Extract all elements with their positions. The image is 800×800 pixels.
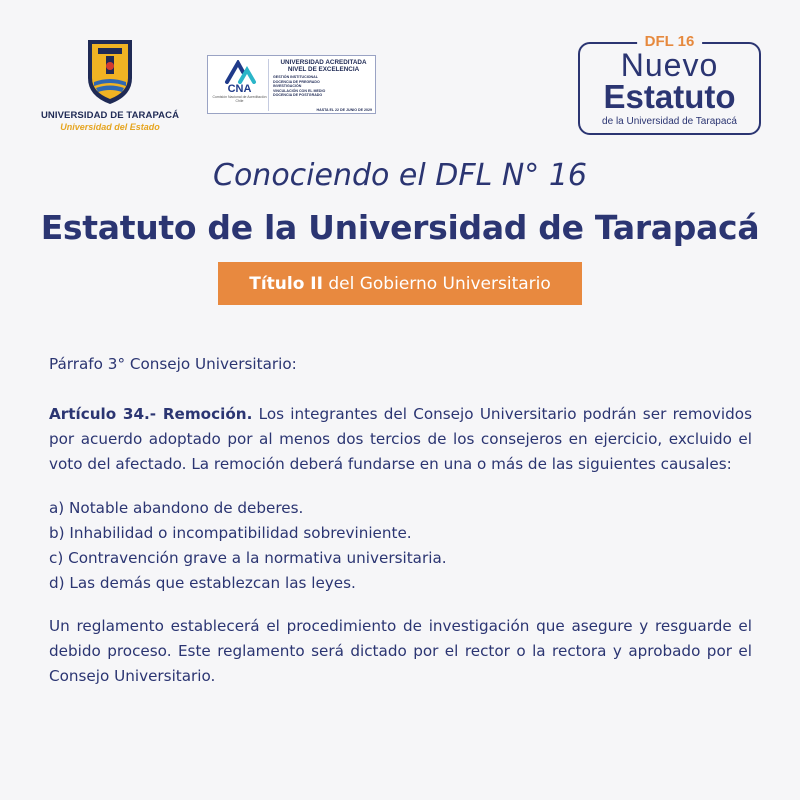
article-title: Artículo 34.- Remoción.	[49, 405, 253, 423]
cna-area-item: DOCENCIA DE POSTGRADO	[273, 93, 323, 98]
cna-area-item: INVESTIGACIÓN	[273, 84, 302, 89]
cna-agency: Comisión Nacional de Acreditación Chile	[212, 95, 267, 103]
list-item: c) Contravención grave a la normativa universitaria.	[49, 549, 447, 567]
cna-accreditation-seal	[207, 55, 376, 114]
cna-area-item: DOCENCIA DE PREGRADO	[273, 79, 320, 84]
cna-area-item: VINCULACIÓN CON EL MEDIO	[273, 88, 326, 93]
university-name: UNIVERSIDAD DE TARAPACÁ	[40, 110, 180, 121]
badge-subtitle: de la Universidad de Tarapacá	[602, 116, 737, 127]
university-logo	[40, 38, 180, 132]
section-title-rest: del Gobierno Universitario	[322, 273, 551, 294]
list-item: d) Las demás que establezcan las leyes.	[49, 574, 356, 592]
list-item: b) Inhabilidad o incompatibilidad sobreviniente.	[49, 524, 412, 542]
page-kicker: Conociendo el DFL N° 16	[213, 158, 587, 193]
cna-areas-list	[273, 75, 374, 98]
university-shield-icon	[84, 38, 136, 106]
cna-heading-2: NIVEL DE EXCELENCIA	[287, 66, 360, 73]
section-title-bold: Título II	[249, 273, 323, 294]
article-34	[49, 402, 752, 477]
cna-acronym: CNA	[227, 83, 252, 95]
closing-paragraph: Un reglamento establecerá el procedimiento de investigación que asegure y resguarde el debido proceso. Este reglamento será dictado por el rector o la rectora y aprobado por el Consejo Universitario.	[49, 617, 752, 685]
university-subtitle: Universidad del Estado	[60, 122, 160, 132]
cna-area-item: GESTIÓN INSTITUCIONAL	[273, 75, 318, 79]
causales-list	[49, 496, 752, 596]
page-title: Estatuto de la Universidad de Tarapacá	[40, 208, 760, 247]
paragraph-label: Párrafo 3° Consejo Universitario:	[49, 355, 297, 373]
dfl16-tag: DFL 16	[637, 33, 703, 50]
section-banner	[218, 262, 582, 305]
article-text: Los integrantes del Consejo Universitario podrán ser removidos por acuerdo adoptado por al menos dos tercios de los consejeros en ejercicio, excluido el voto del afectado. La remoción deberá fundarse en una o más de las siguientes causales:	[49, 405, 752, 473]
badge-nuevo: Nuevo	[620, 47, 719, 83]
list-item: a) Notable abandono de deberes.	[49, 499, 304, 517]
cna-valid-until: HASTA EL 22 DE JUNIO DE 2029	[316, 108, 372, 112]
cna-brand	[212, 60, 267, 103]
cna-details	[268, 59, 374, 111]
badge-estatuto: Estatuto	[603, 78, 736, 115]
cna-logo-icon	[223, 60, 257, 84]
dfl16-badge	[578, 33, 761, 135]
cna-heading-1: UNIVERSIDAD ACREDITADA	[280, 59, 367, 66]
